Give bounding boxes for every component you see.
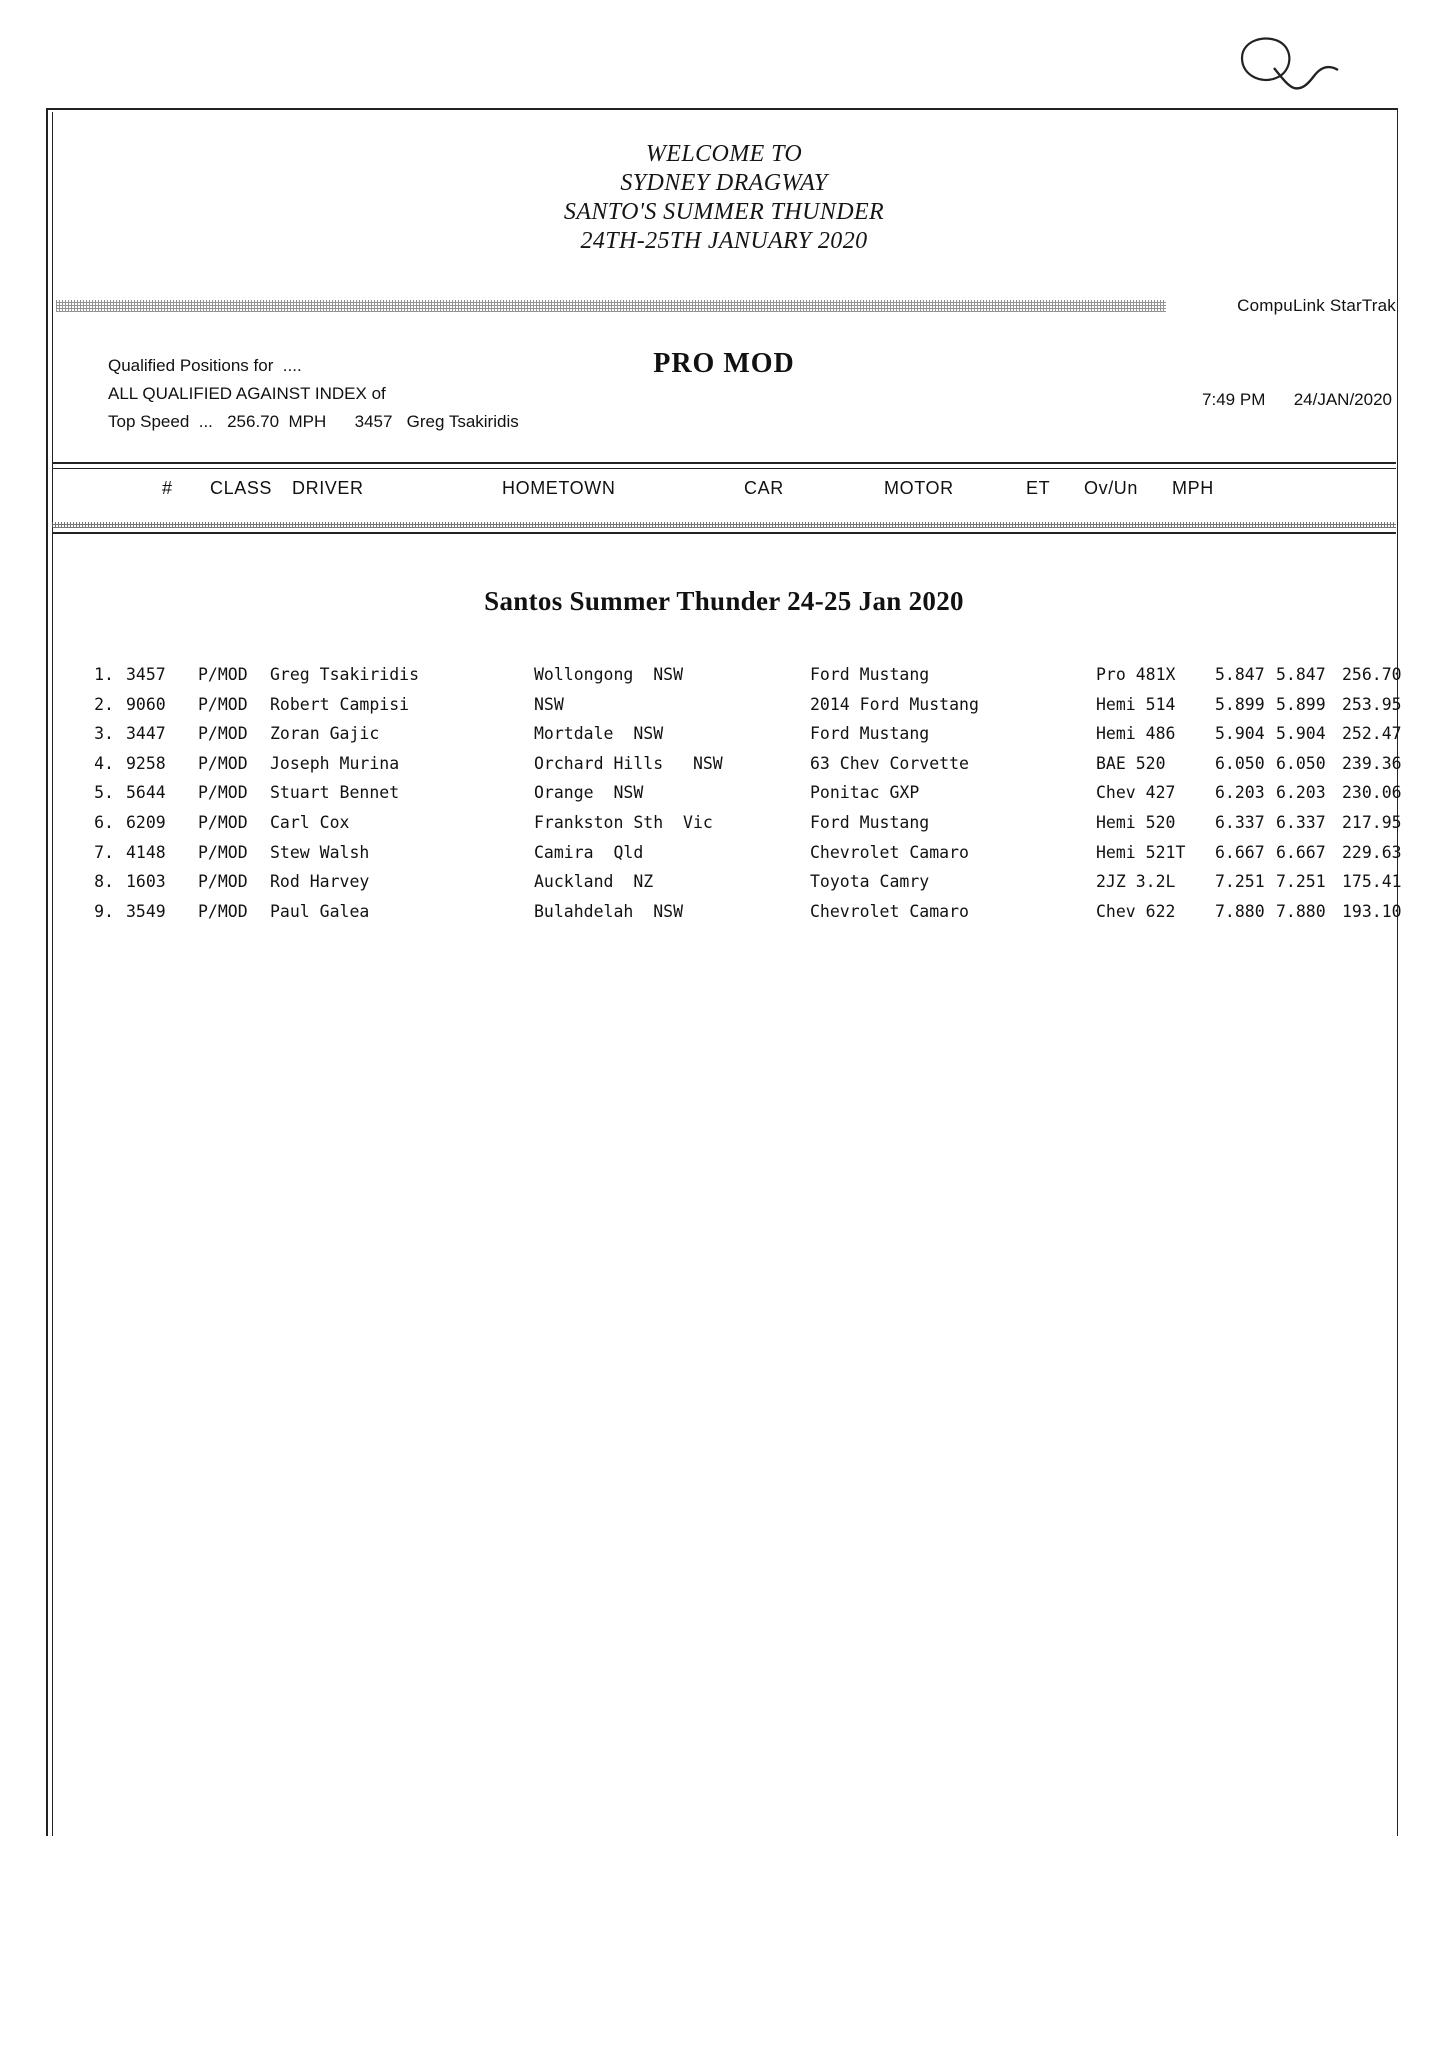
cell-number: 1603 bbox=[126, 872, 166, 892]
meta-line-3: Top Speed ... 256.70 MPH 3457 Greg Tsakiridis bbox=[108, 412, 519, 431]
cell-car: Toyota Camry bbox=[810, 872, 930, 892]
cell-motor: Chev 622 bbox=[1096, 901, 1176, 921]
cell-car: Chevrolet Camaro bbox=[810, 842, 969, 862]
cell-number: 4148 bbox=[126, 842, 166, 862]
cell-driver: Greg Tsakiridis bbox=[270, 665, 420, 684]
cell-ovun: 6.050 bbox=[1276, 753, 1326, 773]
cell-hometown: NSW bbox=[534, 694, 564, 714]
class-title: PRO MOD bbox=[653, 348, 795, 379]
cell-ovun: 6.203 bbox=[1276, 783, 1326, 803]
column-header-mph: MPH bbox=[1172, 478, 1214, 498]
cell-et: 7.880 bbox=[1215, 901, 1265, 921]
cell-car: Ford Mustang bbox=[810, 724, 930, 744]
table-row bbox=[80, 838, 1400, 868]
cell-motor: Hemi 521T bbox=[1096, 842, 1186, 862]
column-header-driver: DRIVER bbox=[292, 478, 364, 498]
cell-pos: 9. bbox=[94, 901, 114, 921]
results-table bbox=[80, 660, 1400, 926]
welcome-header bbox=[52, 140, 1396, 256]
cell-driver: Paul Galea bbox=[270, 901, 370, 921]
cell-mph: 175.41 bbox=[1342, 872, 1402, 892]
cell-hometown: Orchard Hills NSW bbox=[534, 753, 723, 773]
cell-number: 9060 bbox=[126, 694, 166, 714]
cell-car: Ford Mustang bbox=[810, 812, 930, 832]
cell-pos: 2. bbox=[94, 694, 114, 714]
cell-driver: Robert Campisi bbox=[270, 694, 410, 714]
cell-class: P/MOD bbox=[198, 753, 248, 773]
cell-et: 5.847 bbox=[1215, 665, 1265, 684]
cell-mph: 252.47 bbox=[1342, 724, 1402, 744]
cell-car: Ford Mustang bbox=[810, 665, 930, 684]
qualifying-meta bbox=[108, 352, 519, 436]
cell-ovun: 7.251 bbox=[1276, 872, 1326, 892]
cell-et: 6.667 bbox=[1215, 842, 1265, 862]
cell-pos: 4. bbox=[94, 753, 114, 773]
table-row bbox=[80, 867, 1400, 897]
cell-number: 9258 bbox=[126, 753, 166, 773]
cell-ovun: 5.899 bbox=[1276, 694, 1326, 714]
cell-mph: 217.95 bbox=[1342, 812, 1402, 832]
cell-pos: 3. bbox=[94, 724, 114, 744]
column-header-car: CAR bbox=[744, 478, 784, 498]
table-row bbox=[80, 719, 1400, 749]
header-rule-dither bbox=[52, 522, 1396, 528]
header-rule-top bbox=[52, 462, 1396, 464]
event-title: Santos Summer Thunder 24-25 Jan 2020 bbox=[484, 586, 964, 616]
cell-ovun: 6.667 bbox=[1276, 842, 1326, 862]
table-row bbox=[80, 897, 1400, 927]
meta-line-1: Qualified Positions for .... bbox=[108, 356, 302, 375]
column-header-ovun: Ov/Un bbox=[1084, 478, 1139, 498]
cell-pos: 6. bbox=[94, 812, 114, 832]
cell-et: 6.050 bbox=[1215, 753, 1265, 773]
cell-mph: 239.36 bbox=[1342, 753, 1402, 773]
cell-class: P/MOD bbox=[198, 724, 248, 744]
cell-hometown: Orange NSW bbox=[534, 783, 644, 803]
cell-mph: 230.06 bbox=[1342, 783, 1402, 803]
timing-system-label: CompuLink StarTrak bbox=[1237, 296, 1396, 315]
header-divider-rule bbox=[56, 300, 1166, 312]
cell-hometown: Camira Qld bbox=[534, 842, 644, 862]
cell-pos: 7. bbox=[94, 842, 114, 862]
table-row bbox=[80, 778, 1400, 808]
cell-driver: Rod Harvey bbox=[270, 872, 370, 892]
cell-hometown: Bulahdelah NSW bbox=[534, 901, 684, 921]
welcome-line-1: WELCOME TO bbox=[645, 141, 803, 167]
welcome-line-4: 24TH-25TH JANUARY 2020 bbox=[580, 228, 868, 254]
cell-class: P/MOD bbox=[198, 872, 248, 892]
column-header-pos: # bbox=[162, 478, 173, 498]
cell-et: 7.251 bbox=[1215, 872, 1265, 892]
table-row bbox=[80, 690, 1400, 720]
cell-class: P/MOD bbox=[198, 812, 248, 832]
cell-number: 3457 bbox=[126, 665, 166, 684]
cell-et: 5.904 bbox=[1215, 724, 1265, 744]
cell-car: Ponitac GXP bbox=[810, 783, 920, 803]
header-rule-bottom bbox=[52, 532, 1396, 534]
cell-motor: Pro 481X bbox=[1096, 665, 1176, 684]
cell-number: 5644 bbox=[126, 783, 166, 803]
handwritten-q2-mark bbox=[1228, 28, 1348, 98]
cell-motor: Chev 427 bbox=[1096, 783, 1176, 803]
cell-driver: Joseph Murina bbox=[270, 753, 400, 773]
cell-class: P/MOD bbox=[198, 901, 248, 921]
cell-motor: Hemi 520 bbox=[1096, 812, 1176, 832]
cell-hometown: Frankston Sth Vic bbox=[534, 812, 713, 832]
cell-class: P/MOD bbox=[198, 783, 248, 803]
welcome-line-3: SANTO'S SUMMER THUNDER bbox=[563, 199, 885, 225]
cell-hometown: Mortdale NSW bbox=[534, 724, 664, 744]
cell-ovun: 7.880 bbox=[1276, 901, 1326, 921]
cell-pos: 5. bbox=[94, 783, 114, 803]
table-row bbox=[80, 749, 1400, 779]
cell-ovun: 5.904 bbox=[1276, 724, 1326, 744]
cell-car: 63 Chev Corvette bbox=[810, 753, 969, 773]
cell-class: P/MOD bbox=[198, 665, 248, 684]
cell-pos: 1. bbox=[94, 665, 114, 684]
cell-class: P/MOD bbox=[198, 842, 248, 862]
cell-mph: 253.95 bbox=[1342, 694, 1402, 714]
cell-driver: Stuart Bennet bbox=[270, 783, 400, 803]
table-row bbox=[80, 660, 1400, 690]
cell-pos: 8. bbox=[94, 872, 114, 892]
column-header-hometown: HOMETOWN bbox=[502, 478, 616, 498]
cell-number: 6209 bbox=[126, 812, 166, 832]
cell-ovun: 5.847 bbox=[1276, 665, 1326, 684]
column-header-motor: MOTOR bbox=[884, 478, 954, 498]
cell-et: 6.203 bbox=[1215, 783, 1265, 803]
meta-line-2: ALL QUALIFIED AGAINST INDEX of bbox=[108, 384, 386, 403]
cell-car: Chevrolet Camaro bbox=[810, 901, 969, 921]
cell-hometown: Auckland NZ bbox=[534, 872, 654, 892]
cell-motor: BAE 520 bbox=[1096, 753, 1166, 773]
cell-number: 3549 bbox=[126, 901, 166, 921]
header-rule-top-thin bbox=[52, 468, 1396, 469]
column-header-class: CLASS bbox=[210, 478, 273, 498]
table-column-headers bbox=[52, 478, 1396, 512]
table-row bbox=[80, 808, 1400, 838]
cell-driver: Stew Walsh bbox=[270, 842, 370, 862]
cell-driver: Carl Cox bbox=[270, 812, 350, 832]
cell-motor: 2JZ 3.2L bbox=[1096, 872, 1176, 892]
cell-et: 6.337 bbox=[1215, 812, 1265, 832]
cell-mph: 193.10 bbox=[1342, 901, 1402, 921]
cell-hometown: Wollongong NSW bbox=[534, 665, 684, 684]
cell-motor: Hemi 486 bbox=[1096, 724, 1176, 744]
cell-number: 3447 bbox=[126, 724, 166, 744]
cell-et: 5.899 bbox=[1215, 694, 1265, 714]
cell-mph: 229.63 bbox=[1342, 842, 1402, 862]
cell-driver: Zoran Gajic bbox=[270, 724, 380, 744]
print-timestamp: 7:49 PM 24/JAN/2020 bbox=[1202, 390, 1392, 409]
welcome-line-2: SYDNEY DRAGWAY bbox=[620, 170, 828, 196]
cell-car: 2014 Ford Mustang bbox=[810, 694, 979, 714]
cell-class: P/MOD bbox=[198, 694, 248, 714]
column-header-et: ET bbox=[1026, 478, 1051, 498]
cell-motor: Hemi 514 bbox=[1096, 694, 1176, 714]
cell-ovun: 6.337 bbox=[1276, 812, 1326, 832]
cell-mph: 256.70 bbox=[1342, 665, 1402, 684]
